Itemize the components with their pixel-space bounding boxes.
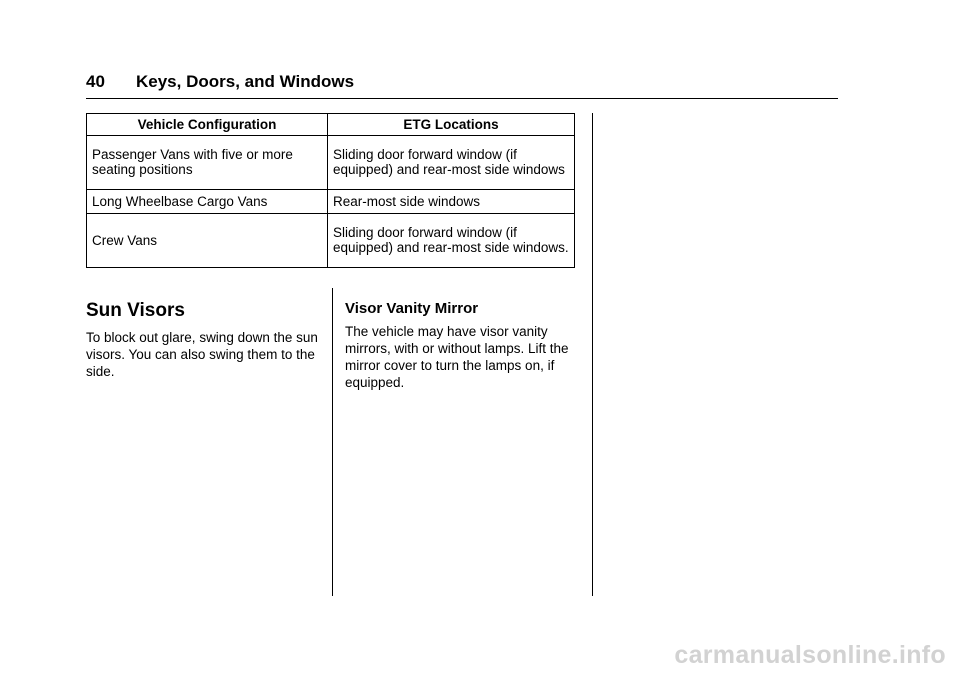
column-header-vehicle-configuration: Vehicle Configuration [87, 114, 328, 136]
page-header [86, 72, 354, 92]
table-cell-locations: Sliding door forward window (if equipped) and rear-most side windows. [328, 214, 575, 268]
table-cell-locations: Sliding door forward window (if equipped) and rear-most side windows [328, 136, 575, 190]
watermark: carmanualsonline.info [674, 641, 946, 669]
table-row [87, 136, 575, 190]
column-divider-middle [332, 288, 333, 596]
table-cell-locations: Rear-most side windows [328, 190, 575, 214]
etg-locations-table [86, 113, 575, 268]
column-divider-right [592, 113, 593, 596]
table-row [87, 190, 575, 214]
visor-vanity-mirror-heading: Visor Vanity Mirror [345, 300, 479, 317]
header-rule [86, 98, 838, 99]
table-cell-config: Passenger Vans with five or more seating positions [87, 136, 328, 190]
sun-visors-heading: Sun Visors [86, 300, 185, 321]
page-number: 40 [86, 72, 105, 91]
chapter-title: Keys, Doors, and Windows [136, 72, 355, 91]
table-cell-config: Long Wheelbase Cargo Vans [87, 190, 328, 214]
sun-visors-text: To block out glare, swing down the sun visors. You can also swing them to the side. [86, 330, 318, 379]
table-row [87, 214, 575, 268]
table-header-row [87, 114, 575, 136]
visor-vanity-mirror-text: The vehicle may have visor vanity mirrors, with or without lamps. Lift the mirror cover to turn the lamps on, if equipped. [345, 324, 569, 390]
column-header-etg-locations: ETG Locations [328, 114, 575, 136]
table-cell-config: Crew Vans [87, 214, 328, 268]
